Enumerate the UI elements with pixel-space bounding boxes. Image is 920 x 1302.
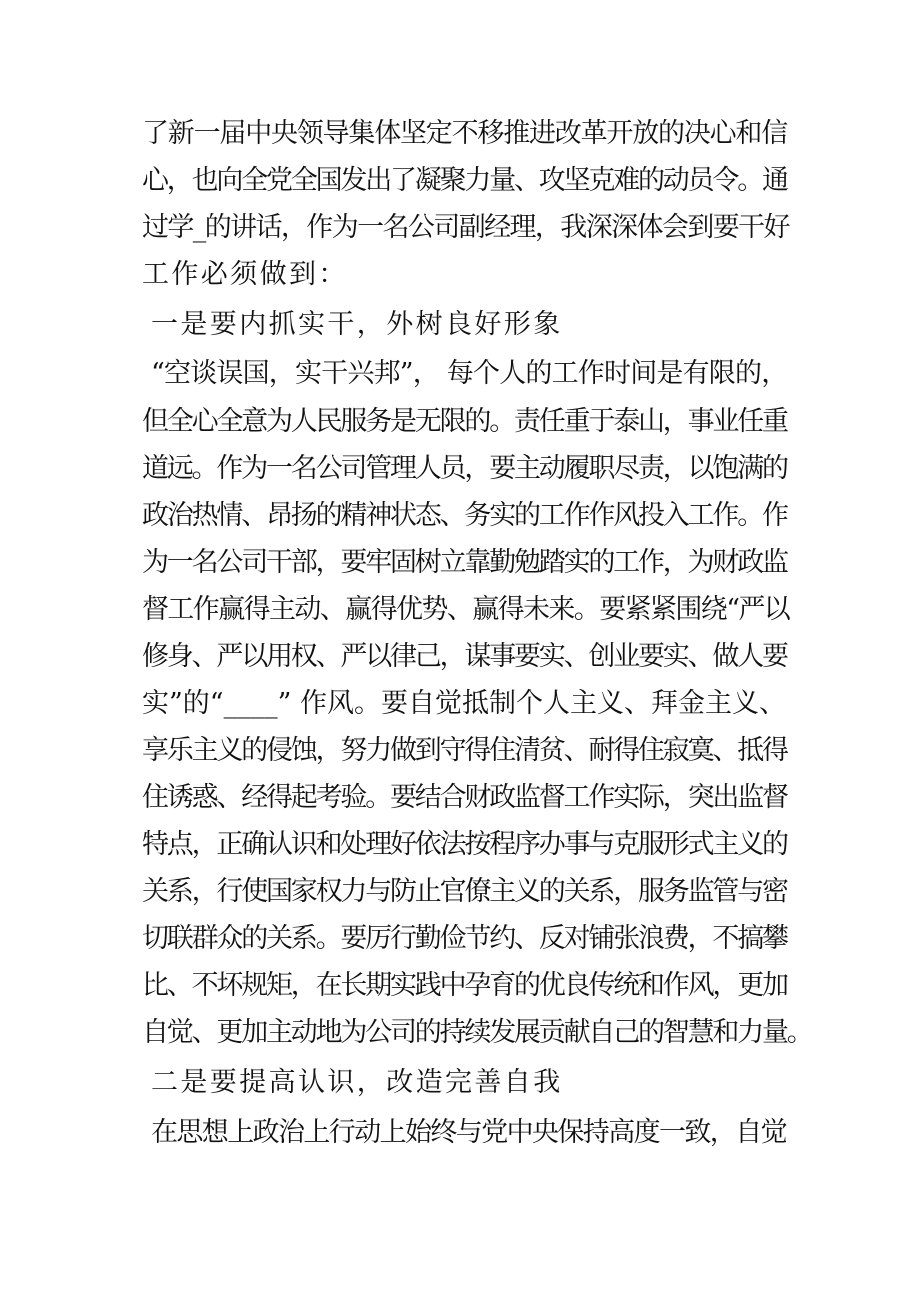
text-line-8: 道远。作为一名公司管理人员，要主动履职尽责，以饱满的: [142, 453, 787, 484]
text-line-13: 实”的“____” 作风。要自觉抵制个人主义、拜金主义、: [142, 688, 786, 719]
section-heading-2: 二是要提高认识，改造完善自我: [151, 1067, 563, 1098]
text-line-10: 为一名公司干部，要牢固树立靠勤勉踏实的工作，为财政监: [142, 547, 787, 578]
text-line-22: 在思想上政治上行动上始终与党中央保持高度一致，自觉: [151, 1117, 786, 1148]
text-line-12: 修身、严以用权、严以律己，谋事要实、创业要实、做人要: [142, 641, 787, 672]
text-line-3: 过学_的讲话，作为一名公司副经理，我深深体会到要干好: [142, 212, 789, 243]
text-line-17: 关系，行使国家权力与防止官僚主义的关系，服务监管与密: [142, 876, 787, 907]
text-line-14: 享乐主义的侵蚀，努力做到守得住清贫、耐得住寂寞、抵得: [142, 735, 787, 766]
text-line-15: 住诱惑、经得起考验。要结合财政监督工作实际，突出监督: [142, 782, 787, 813]
text-line-2: 心，也向全党全国发出了凝聚力量、攻坚克难的动员令。通: [142, 165, 787, 196]
text-line-16: 特点，正确认识和处理好依法按程序办事与克服形式主义的: [142, 829, 787, 860]
text-line-18: 切联群众的关系。要厉行勤俭节约、反对铺张浪费，不搞攀: [142, 923, 787, 954]
text-line-19: 比、不坏规矩，在长期实践中孕育的优良传统和作风，更加: [142, 970, 787, 1001]
text-line-9: 政治热情、昂扬的精神状态、务实的工作作风投入工作。作: [142, 500, 787, 531]
text-line-6: “空谈误国，实干兴邦”， 每个人的工作时间是有限的，: [151, 358, 788, 389]
section-heading-1: 一是要内抓实干，外树良好形象: [151, 309, 563, 340]
text-line-7: 但全心全意为人民服务是无限的。责任重于泰山，事业任重: [142, 406, 787, 437]
text-line-4: 工作必须做到：: [142, 259, 348, 290]
text-line-1: 了新一届中央领导集体坚定不移推进改革开放的决心和信: [142, 118, 787, 149]
text-line-11: 督工作赢得主动、赢得优势、赢得未来。要紧紧围绕“严以: [142, 594, 790, 625]
text-line-20: 自觉、更加主动地为公司的持续发展贡献自己的智慧和力量。: [142, 1017, 812, 1048]
